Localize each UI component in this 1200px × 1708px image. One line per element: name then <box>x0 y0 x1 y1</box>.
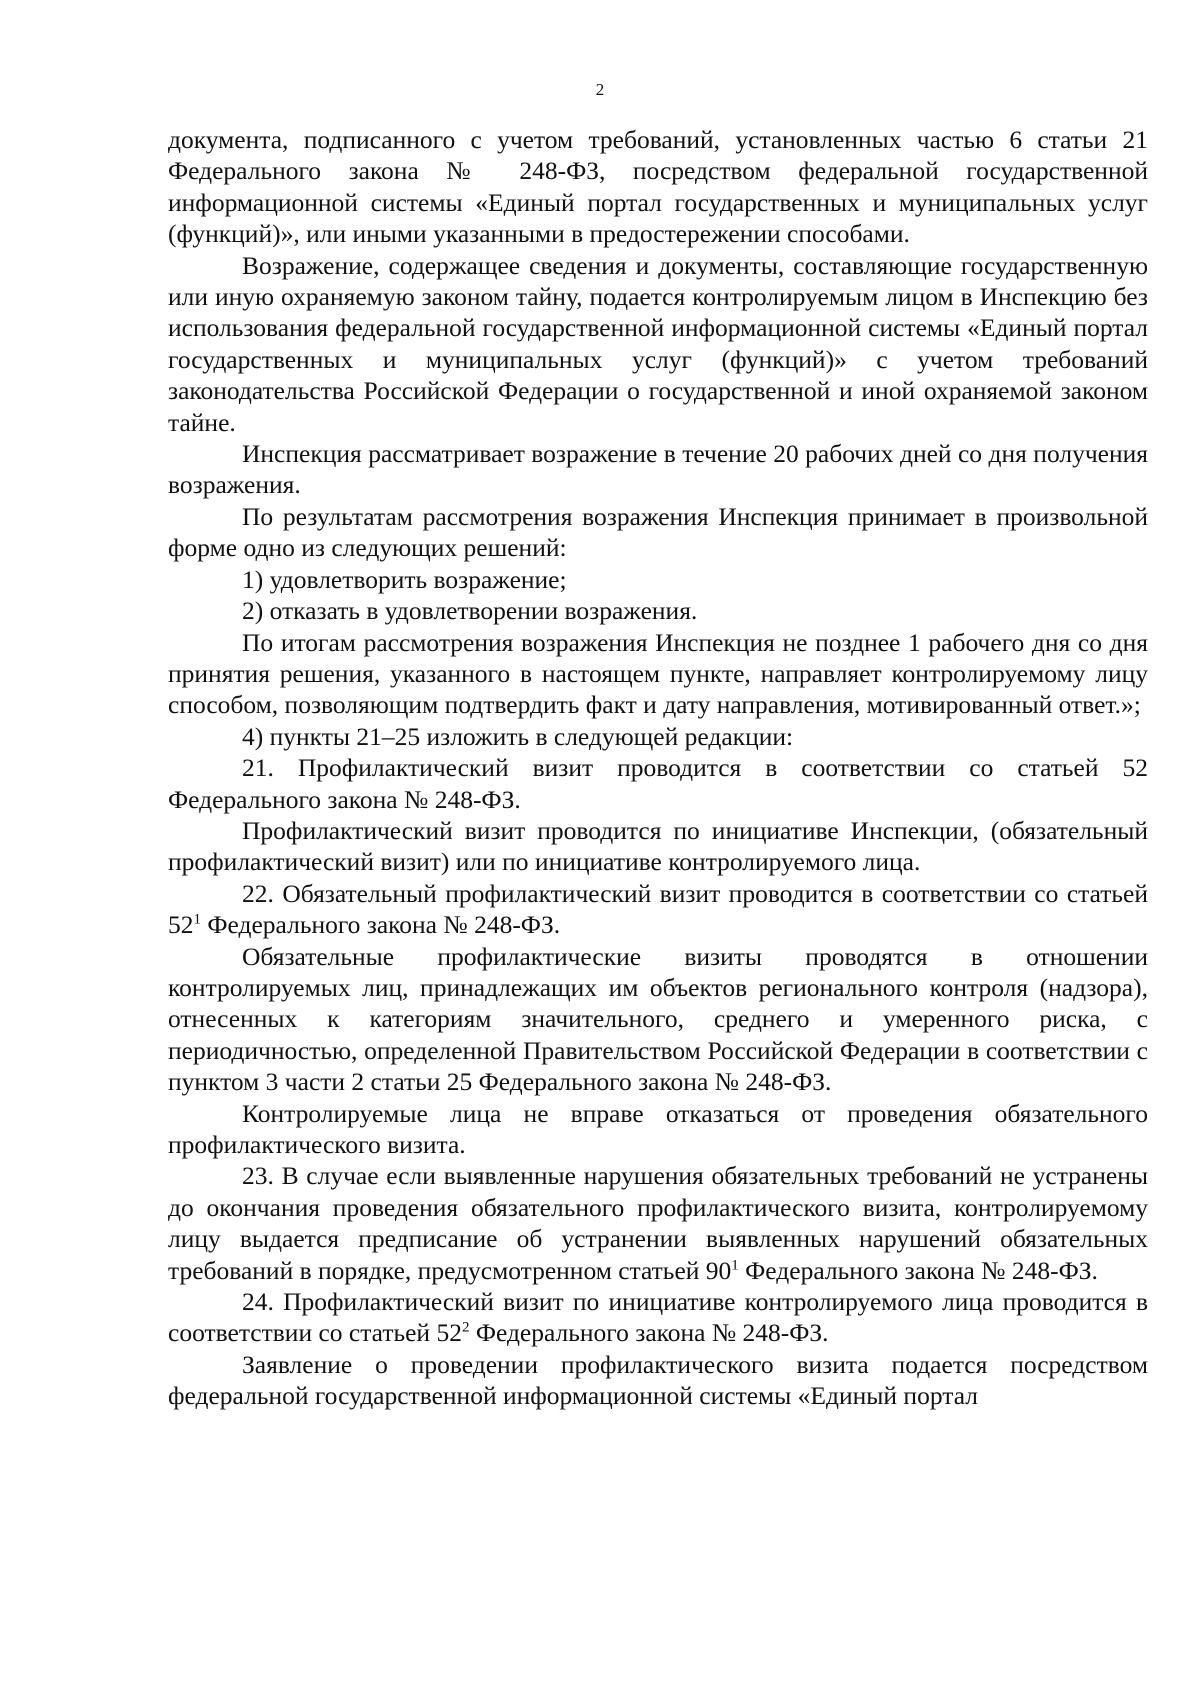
paragraph-text: Инспекция рассматривает возражение в течение 20 рабочих дней со дня получения возражения. <box>168 439 1148 500</box>
paragraph-text: Федерального закона № 248-ФЗ. <box>469 1318 829 1348</box>
paragraph-text: 1) удовлетворить возражение; <box>242 564 567 594</box>
paragraph-text: Обязательные профилактические визиты проводятся в отношении контролируемых лиц, принадлежащих им объектов регионального контроля (надзора), отнесенных к категориям значительного, среднего и умеренного риска, с периодичностью, определенной Правительством Российской Федерации в соответствии с пунктом 3 части 2 статьи 25 Федерального закона № 248-ФЗ. <box>168 941 1148 1097</box>
paragraph <box>168 501 1148 564</box>
paragraph-text: 4) пункты 21–25 изложить в следующей редакции: <box>242 721 794 751</box>
paragraph-text: Федерального закона № 248-ФЗ. <box>201 910 561 940</box>
superscript: 1 <box>193 911 201 928</box>
paragraph <box>168 627 1148 721</box>
paragraph-text: Заявление о проведении профилактического визита подается посредством федеральной государственной информационной системы «Единый портал <box>168 1349 1148 1411</box>
paragraph <box>168 595 1148 626</box>
paragraph-text: 21. Профилактический визит проводится в соответствии со статьей 52 Федерального закона № 248-ФЗ. <box>168 753 1148 814</box>
paragraph <box>168 1098 1148 1161</box>
paragraph-text: 22. Обязательный профилактический визит проводится в соответствии со статьей 52 <box>168 878 1148 940</box>
superscript: 1 <box>731 1257 739 1274</box>
paragraph-text: 2) отказать в удовлетворении возражения. <box>242 596 698 626</box>
paragraph <box>168 1286 1148 1349</box>
paragraph-text: Возражение, содержащее сведения и документы, составляющие государственную или иную охраняемую законом тайну, подается контролируемым лицом в Инспекцию без использования федеральной государственной информационной системы «Единый портал государственных и муниципальных услуг (функций)» с учетом требований законодательства Российской Федерации о государственной и иной охраняемой законом тайне. <box>168 250 1148 437</box>
paragraph-text: Профилактический визит проводится по инициативе Инспекции, (обязательный профилактический визит) или по инициативе контролируемого лица. <box>168 815 1148 877</box>
paragraph <box>168 564 1148 595</box>
paragraph-text: Федерального закона № 248-ФЗ. <box>738 1255 1098 1285</box>
paragraph-text: Контролируемые лица не вправе отказаться от проведения обязательного профилактического визита. <box>168 1098 1148 1159</box>
paragraph <box>168 1349 1148 1412</box>
paragraph-text: документа, подписанного с учетом требований, установленных частью 6 статьи 21 Федерального закона № 248-ФЗ, посредством федеральной государственной информационной системы «Единый портал государственных и муниципальных услуг (функций)», или иными указанными в предостережении способами. <box>168 125 1148 249</box>
paragraph <box>168 124 1148 250</box>
paragraph <box>168 721 1148 752</box>
paragraph <box>168 438 1148 501</box>
paragraph <box>168 941 1148 1098</box>
document-body <box>168 124 1148 1412</box>
paragraph-text: По результатам рассмотрения возражения Инспекция принимает в произвольной форме одно из следующих решений: <box>168 501 1148 563</box>
paragraph <box>168 878 1148 941</box>
paragraph <box>168 815 1148 878</box>
paragraph <box>168 752 1148 815</box>
superscript: 2 <box>461 1319 470 1336</box>
paragraph-text: По итогам рассмотрения возражения Инспекция не позднее 1 рабочего дня со дня принятия решения, указанного в настоящем пункте, направляет контролируемому лицу способом, позволяющим подтвердить факт и дату направления, мотивированный ответ.»; <box>168 627 1148 720</box>
paragraph-text: 23. В случае если выявленные нарушения обязательных требований не устранены до окончания проведения обязательного профилактического визита, контролируемому лицу выдается предписание об устранении выявленных нарушений обязательных требований в порядке, предусмотренном статьей 90 <box>168 1161 1148 1285</box>
paragraph <box>168 250 1148 438</box>
paragraph <box>168 1160 1148 1286</box>
paragraph-text: 24. Профилактический визит по инициативе контролируемого лица проводится в соответствии со статьей 52 <box>168 1287 1148 1348</box>
page-number: 2 <box>595 80 605 99</box>
